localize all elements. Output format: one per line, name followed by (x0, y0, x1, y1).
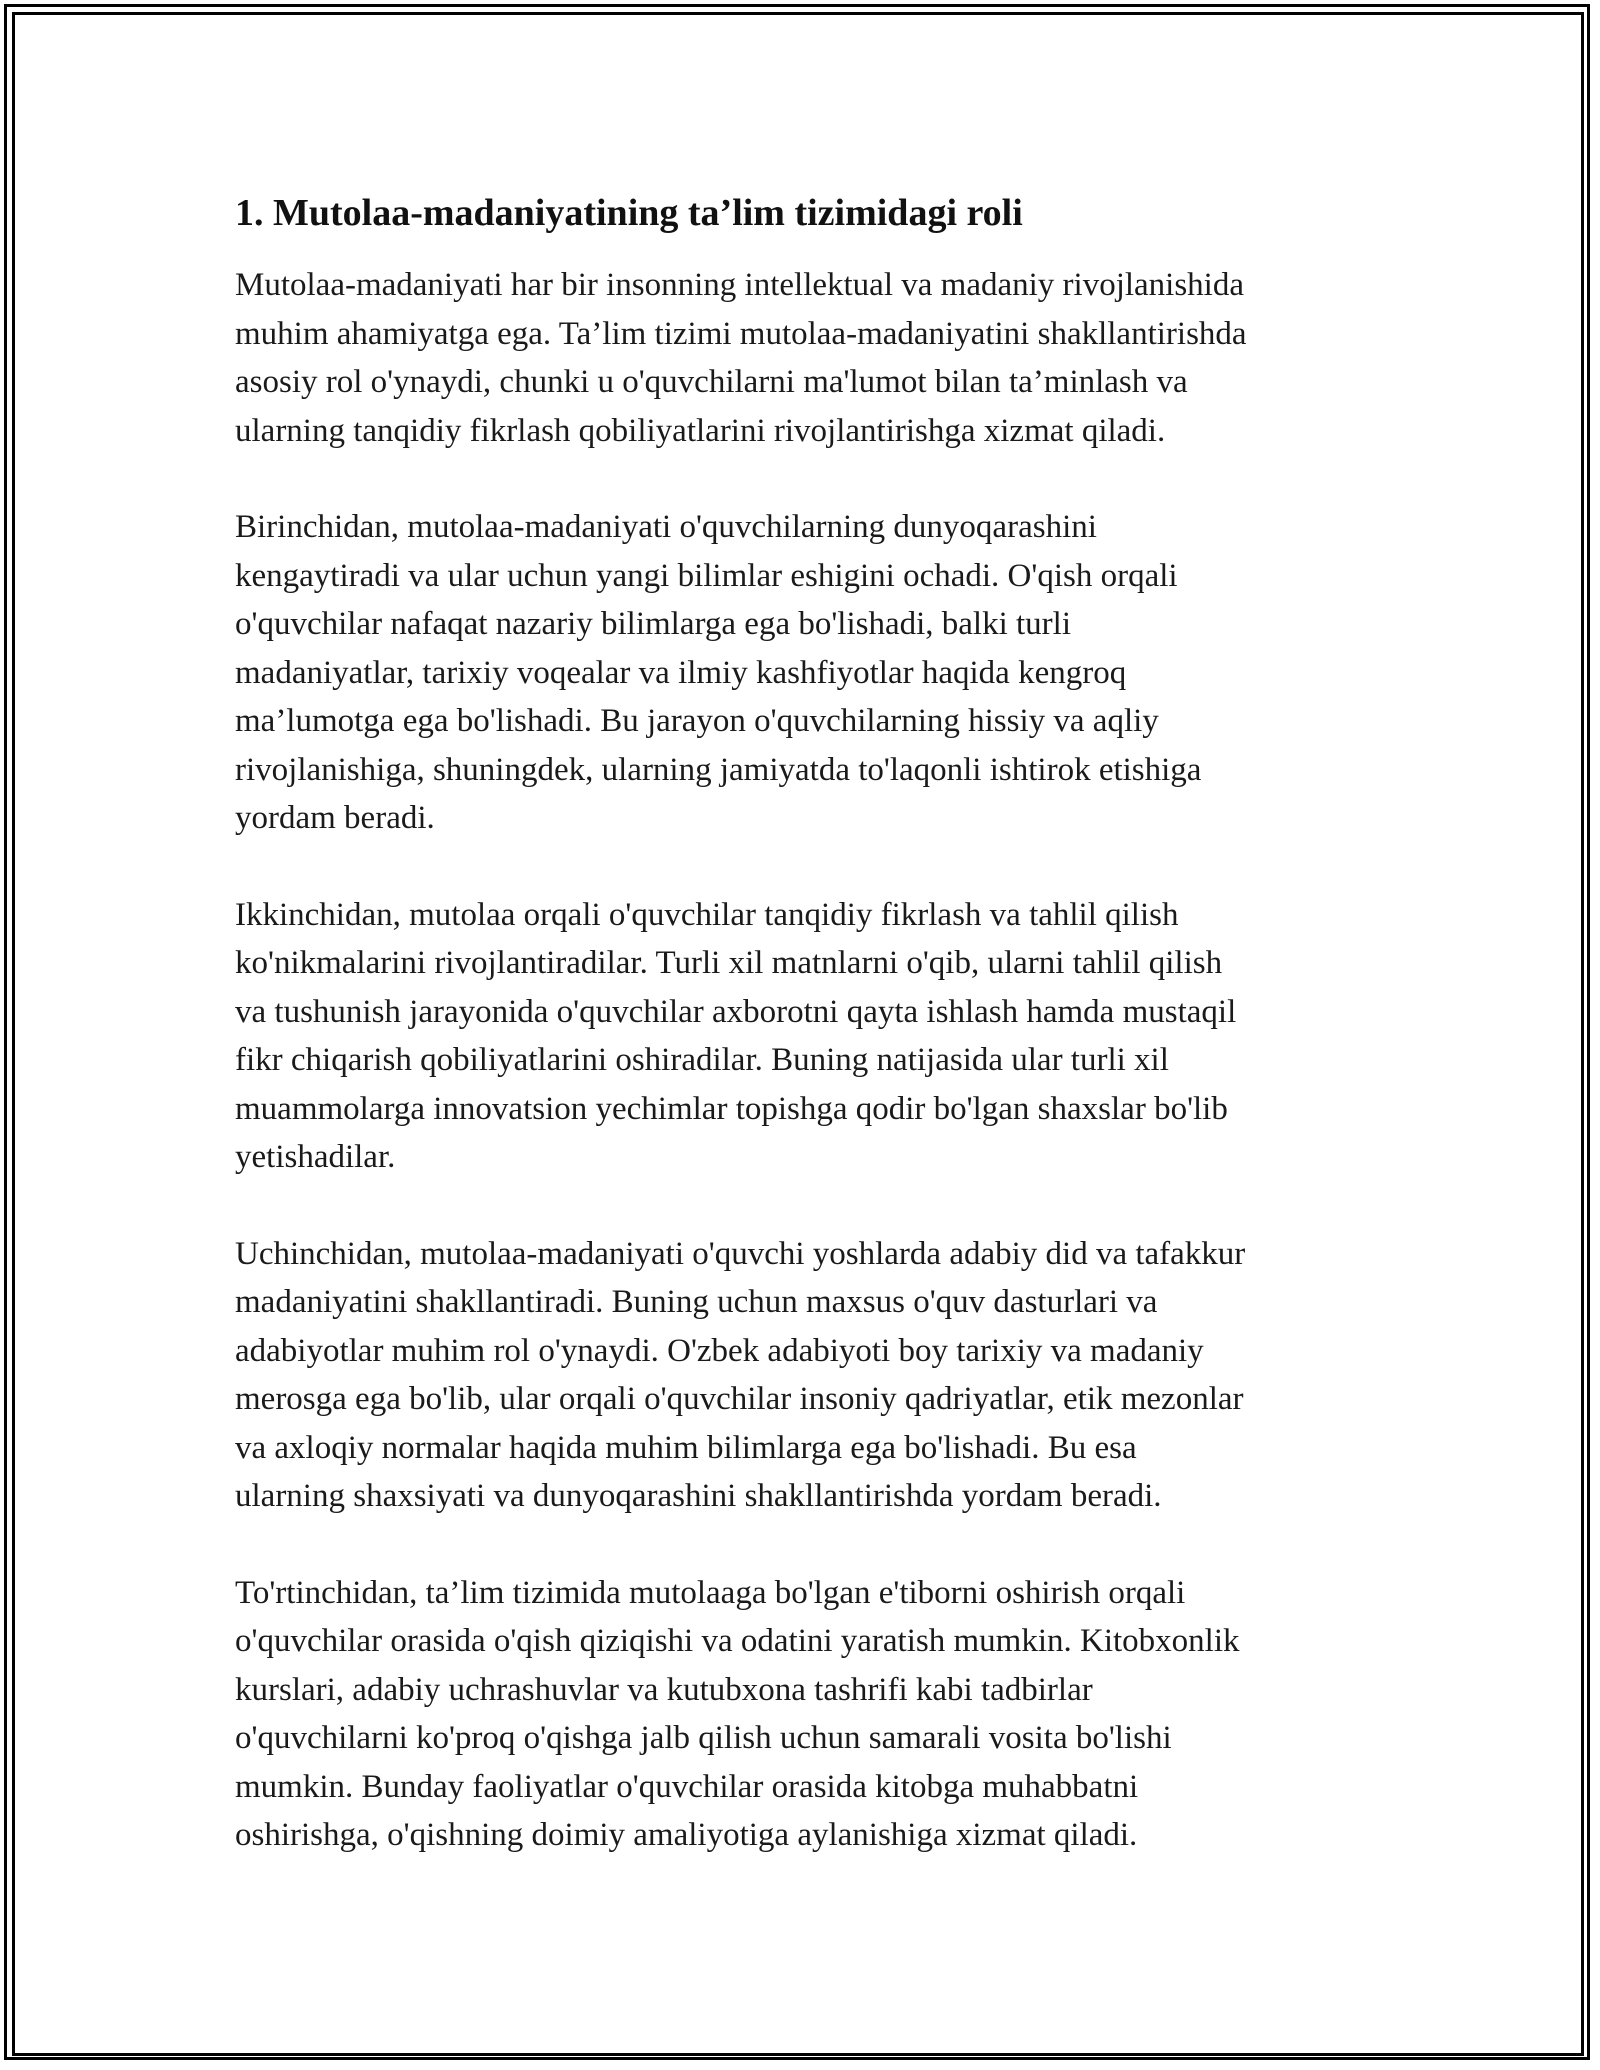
paragraph-line: va tushunish jarayonida o'quvchilar axborotni qayta ishlash hamda mustaqil (235, 993, 1237, 1030)
paragraph-line: yetishadilar. (235, 1139, 396, 1175)
paragraph-line: ularning tanqidiy fikrlash qobiliyatlarini rivojlantirishga xizmat qiladi. (235, 412, 1166, 449)
paragraph-3 (235, 891, 1375, 1182)
paragraph-line: yordam beradi. (235, 800, 435, 836)
section-heading: 1. Mutolaa-madaniyatining ta’lim tizimidagi roli (235, 192, 1023, 234)
paragraph-line: fikr chiqarish qobiliyatlarini oshiradilar. Buning natijasida ular turli xil (235, 1042, 1169, 1078)
paragraph-line: kengaytiradi va ular uchun yangi bilimlar eshigini ochadi. O'qish orqali (235, 557, 1178, 594)
paragraph-line: Mutolaa-madaniyati har bir insonning intellektual va madaniy rivojlanishida (235, 267, 1244, 303)
paragraph-line: muhim ahamiyatga ega. Ta’lim tizimi mutolaa-madaniyatini shakllantirishda (235, 315, 1247, 352)
paragraph-line: oshirishga, o'qishning doimiy amaliyotiga aylanishiga xizmat qiladi. (235, 1817, 1138, 1853)
paragraph-line: mumkin. Bunday faoliyatlar o'quvchilar orasida kitobga muhabbatni (235, 1768, 1139, 1805)
paragraph-line: ularning shaxsiyati va dunyoqarashini shakllantirishda yordam beradi. (235, 1478, 1162, 1514)
paragraph-line: To'rtinchidan, ta’lim tizimida mutolaaga bo'lgan e'tiborni oshirish orqali (235, 1574, 1186, 1611)
paragraph-line: madaniyatini shakllantiradi. Buning uchun maxsus o'quv dasturlari va (235, 1284, 1158, 1320)
paragraph-line: Birinchidan, mutolaa-madaniyati o'quvchilarning dunyoqarashini (235, 509, 1097, 545)
paragraph-line: merosga ega bo'lib, ular orqali o'quvchilar insoniy qadriyatlar, etik mezonlar (235, 1381, 1244, 1417)
paragraph-line: o'quvchilar orasida o'qish qiziqishi va odatini yaratish mumkin. Kitobxonlik (235, 1623, 1240, 1659)
paragraph-line: adabiyotlar muhim rol o'ynaydi. O'zbek adabiyoti boy tarixiy va madaniy (235, 1332, 1204, 1369)
paragraph-line: muammolarga innovatsion yechimlar topishga qodir bo'lgan shaxslar bo'lib (235, 1090, 1228, 1127)
document-body (235, 185, 1375, 1908)
paragraph-line: o'quvchilar nafaqat nazariy bilimlarga ega bo'lishadi, balki turli (235, 606, 1072, 642)
paragraph-line: Ikkinchidan, mutolaa orqali o'quvchilar tanqidiy fikrlash va tahlil qilish (235, 896, 1179, 933)
paragraph-line: asosiy rol o'ynaydi, chunki u o'quvchilarni ma'lumot bilan ta’minlash va (235, 364, 1188, 400)
paragraph-line: va axloqiy normalar haqida muhim bilimlarga ega bo'lishadi. Bu esa (235, 1429, 1137, 1466)
paragraph-line: ma’lumotga ega bo'lishadi. Bu jarayon o'quvchilarning hissiy va aqliy (235, 703, 1159, 739)
paragraph-2 (235, 503, 1375, 843)
paragraph-line: rivojlanishiga, shuningdek, ularning jamiyatda to'laqonli ishtirok etishiga (235, 751, 1202, 788)
paragraph-line: o'quvchilarni ko'proq o'qishga jalb qilish uchun samarali vosita bo'lishi (235, 1720, 1172, 1756)
paragraph-line: ko'nikmalarini rivojlantiradilar. Turli xil matnlarni o'qib, ularni tahlil qilish (235, 945, 1223, 981)
paragraph-line: Uchinchidan, mutolaa-madaniyati o'quvchi yoshlarda adabiy did va tafakkur (235, 1235, 1246, 1272)
paragraph-line: madaniyatlar, tarixiy voqealar va ilmiy kashfiyotlar haqida kengroq (235, 654, 1127, 691)
paragraph-1 (235, 261, 1375, 455)
paragraph-4 (235, 1230, 1375, 1521)
paragraph-5 (235, 1569, 1375, 1860)
paragraph-line: kurslari, adabiy uchrashuvlar va kutubxona tashrifi kabi tadbirlar (235, 1671, 1093, 1708)
